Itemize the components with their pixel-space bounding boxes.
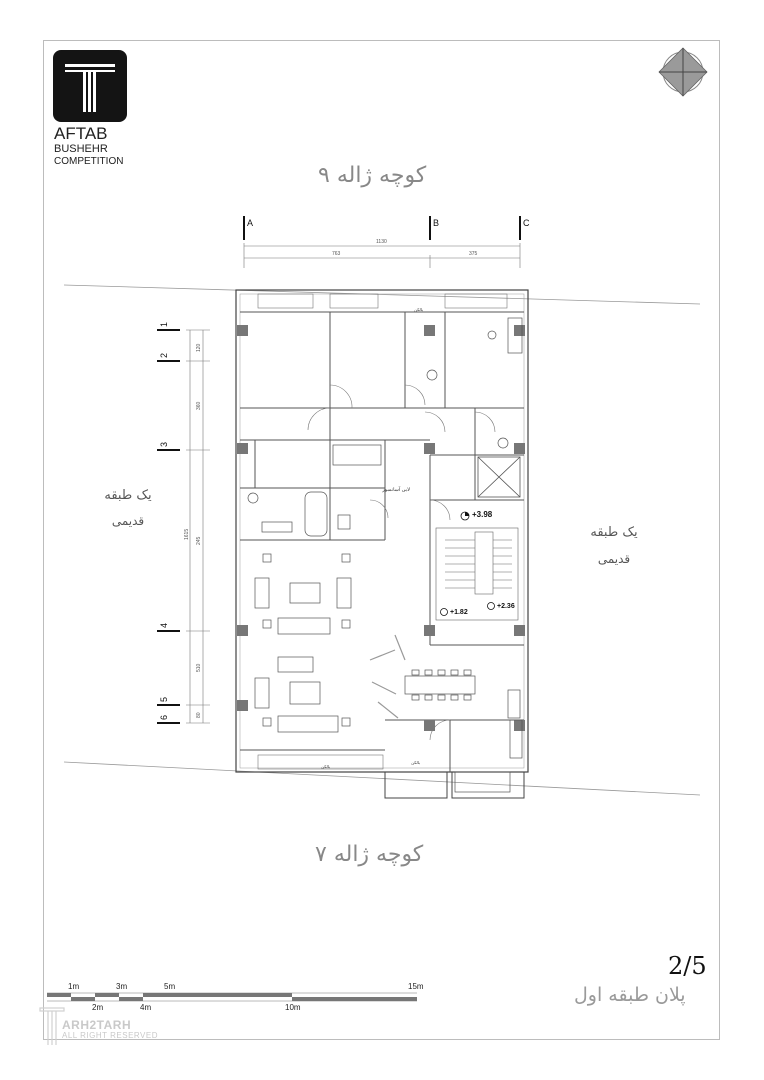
balcony-label-south: بالکن [321, 764, 330, 769]
level-markers [441, 510, 515, 616]
interior-walls [240, 312, 524, 772]
living-room-furniture [255, 554, 351, 732]
axis-label-c: C [523, 218, 530, 228]
balcony-label-south-2: بالکن [411, 760, 420, 765]
neighbor-west-label-1: یک طبقه [104, 488, 152, 503]
scale-label-5m: 5m [164, 982, 176, 991]
street-label-north: کوچه ژاله ۹ [318, 163, 427, 188]
dim-total-width: 1130 [376, 239, 387, 245]
dim-34: 510 [196, 663, 202, 672]
axis-label-4: 4 [159, 622, 169, 628]
elevator-note: لابی آسانسور [382, 487, 410, 493]
property-line-south [64, 762, 700, 795]
axis-label-5: 5 [159, 696, 169, 702]
building-outline [236, 290, 528, 798]
watermark-logo-icon [40, 1008, 64, 1045]
dining-table [405, 670, 475, 700]
axis-label-b: B [433, 218, 440, 228]
watermark-name: ARH2TARH [62, 1018, 132, 1032]
kitchen-counters [455, 690, 522, 792]
dim-bc: 375 [469, 251, 478, 257]
axis-label-3: 3 [159, 441, 169, 447]
axis-columns [244, 216, 530, 268]
dim-12: 120 [196, 343, 202, 352]
level-upper: +3.98 [472, 510, 493, 519]
dim-3x: 245 [196, 536, 202, 545]
scale-bar [47, 993, 417, 1001]
dim-total-depth: 1615 [184, 528, 190, 540]
scale-label-10m: 10m [285, 1003, 301, 1012]
axis-label-2: 2 [159, 352, 169, 358]
scale-label-4m: 4m [140, 1003, 152, 1012]
balcony-label-north: بالکن [414, 307, 423, 312]
neighbor-east-label-2: قدیمی [597, 552, 631, 566]
axis-label-6: 6 [159, 714, 169, 720]
neighbor-west-label-2: قدیمی [111, 514, 145, 528]
scale-label-1m: 1m [68, 982, 80, 991]
watermark-rights: ALL RIGHT RESERVED [62, 1031, 158, 1040]
scale-label-2m: 2m [92, 1003, 104, 1012]
street-label-south: کوچه ژاله ۷ [315, 842, 424, 867]
balcony-rails [258, 294, 507, 769]
scale-label-15m: 15m [408, 982, 424, 991]
axis-label-1: 1 [159, 321, 169, 327]
neighbor-east-label-1: یک طبقه [590, 525, 638, 540]
logo-line-1: AFTAB [54, 124, 108, 143]
sight-lines [370, 635, 405, 718]
level-mid-left: +1.82 [450, 609, 468, 616]
logo-line-2: BUSHEHR [54, 143, 108, 155]
axis-rows [157, 322, 210, 723]
level-mid-right: +2.36 [497, 603, 515, 610]
door-swings [308, 385, 495, 740]
scale-label-3m: 3m [116, 982, 128, 991]
sheet-number: 2/5 [668, 952, 707, 980]
axis-label-a: A [247, 218, 254, 228]
dim-56: 80 [196, 712, 202, 718]
sheet-title: پلان طبقه اول [574, 984, 686, 1006]
logo-line-3: COMPETITION [54, 156, 124, 167]
dim-ab: 763 [332, 251, 341, 257]
north-arrow-icon [659, 48, 707, 96]
property-line-north [64, 285, 700, 304]
elevator-shaft [478, 457, 520, 497]
dim-23: 360 [196, 401, 202, 410]
